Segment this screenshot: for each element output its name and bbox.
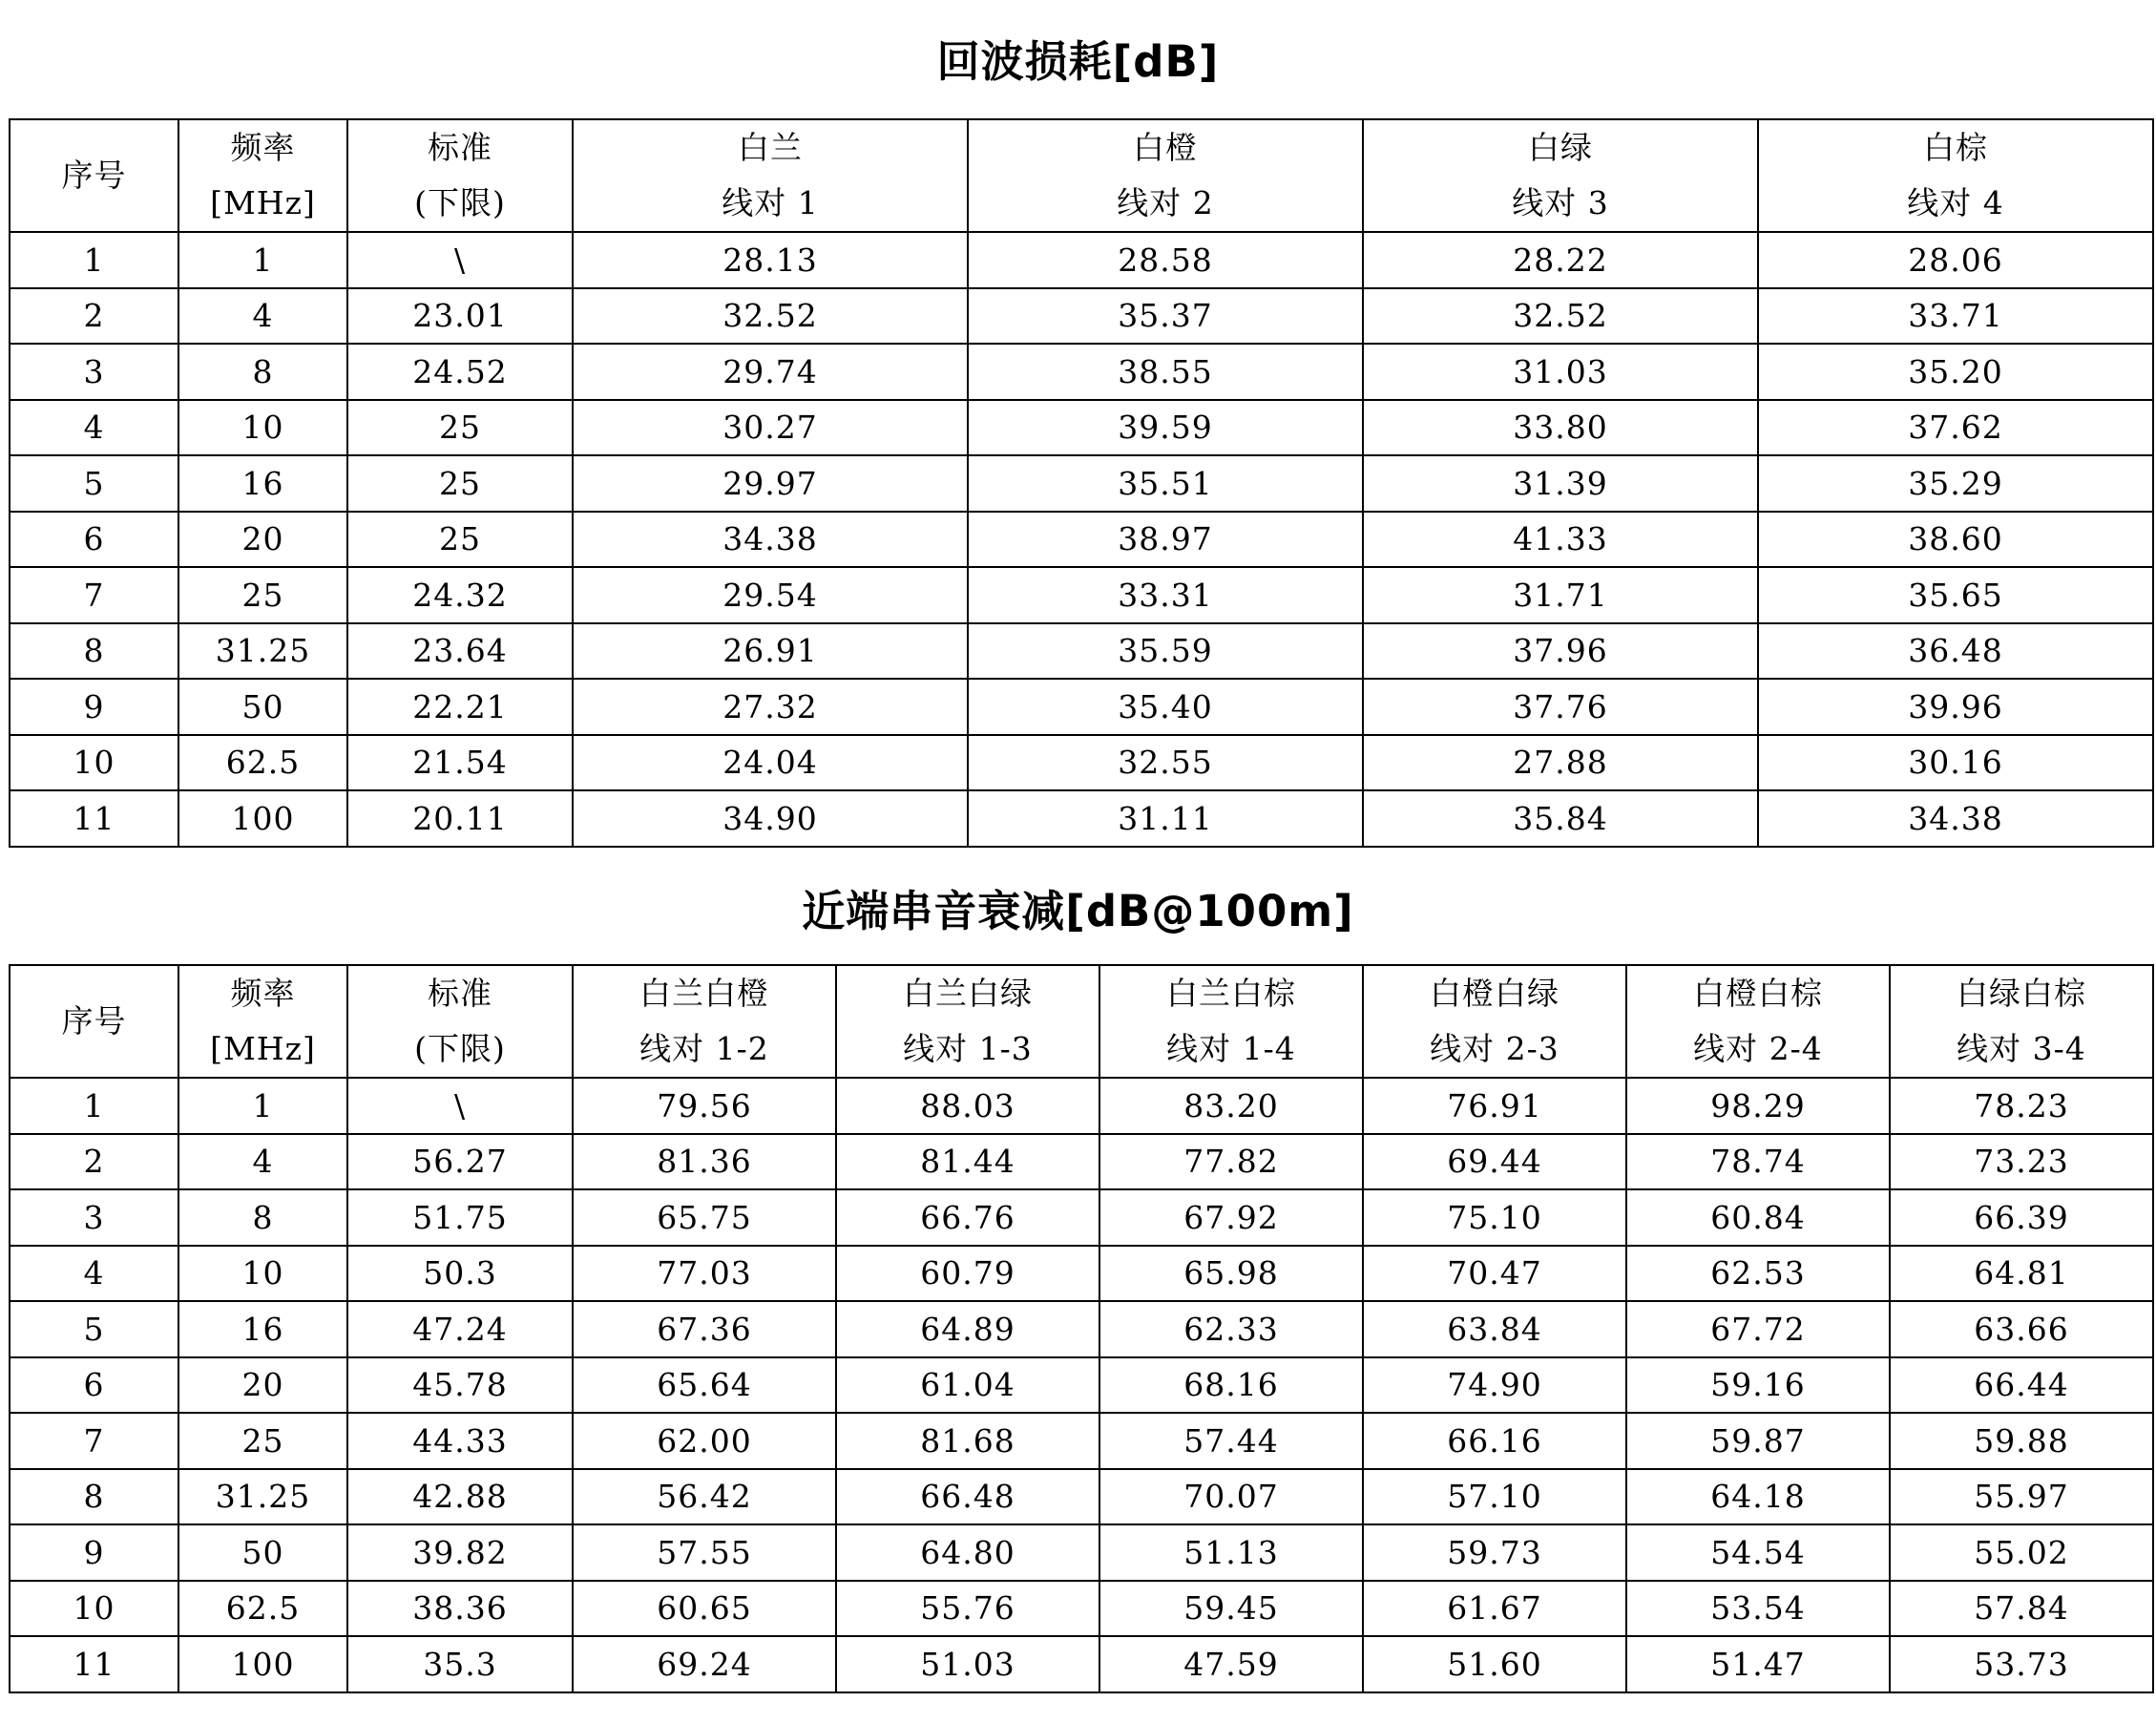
table-row: [10, 288, 2153, 345]
table-cell: 10: [178, 400, 347, 456]
header-line: 白兰白橙: [639, 975, 769, 1012]
table-cell: 35.65: [1758, 567, 2153, 623]
table-cell: 6: [10, 512, 178, 568]
header-line: 白绿: [1528, 129, 1593, 166]
table-cell: 28.06: [1758, 232, 2153, 288]
next-attenuation-table: [9, 964, 2154, 1693]
table-cell: 66.44: [1890, 1357, 2153, 1414]
return-loss-body: [10, 232, 2153, 847]
header-unit: [MHz]: [210, 184, 316, 221]
table-cell: 35.3: [347, 1636, 573, 1692]
header-pair-1-2: [573, 965, 836, 1078]
table-cell: 4: [178, 288, 347, 345]
header-pair-1: [573, 119, 968, 232]
header-sub: 线对 1-3: [903, 1030, 1033, 1067]
table-cell: 8: [178, 1189, 347, 1246]
header-line: 频率: [230, 129, 296, 166]
header-unit: [MHz]: [210, 1030, 316, 1067]
table-cell: 42.88: [347, 1469, 573, 1525]
table-cell: 38.97: [968, 512, 1363, 568]
table-cell: 62.53: [1626, 1246, 1890, 1302]
table-row: [10, 1636, 2153, 1692]
header-pair-2-3: [1363, 965, 1626, 1078]
table-cell: 1: [10, 232, 178, 288]
table-cell: 81.44: [836, 1134, 1099, 1190]
table-cell: 23.01: [347, 288, 573, 345]
table-cell: 100: [178, 1636, 347, 1692]
table-cell: 8: [178, 344, 347, 400]
table-cell: 33.80: [1363, 400, 1758, 456]
table-cell: 21.54: [347, 735, 573, 791]
table-cell: 31.25: [178, 623, 347, 680]
table-cell: 25: [347, 455, 573, 512]
table-cell: 59.45: [1099, 1581, 1363, 1637]
table-cell: 64.89: [836, 1301, 1099, 1357]
table-cell: 30.27: [573, 400, 968, 456]
table-cell: 8: [10, 1469, 178, 1525]
table-cell: \: [347, 232, 573, 288]
table-cell: 4: [178, 1134, 347, 1190]
header-line: 白绿白棕: [1957, 975, 2086, 1012]
table-cell: 26.91: [573, 623, 968, 680]
table-cell: 8: [10, 623, 178, 680]
table-cell: 34.90: [573, 790, 968, 847]
table-cell: 67.72: [1626, 1301, 1890, 1357]
table-row: [10, 232, 2153, 288]
table-cell: 37.62: [1758, 400, 2153, 456]
table-cell: 28.13: [573, 232, 968, 288]
table-cell: 6: [10, 1357, 178, 1414]
table-cell: 9: [10, 679, 178, 735]
table-cell: 73.23: [1890, 1134, 2153, 1190]
table-cell: 65.98: [1099, 1246, 1363, 1302]
table-cell: 39.82: [347, 1524, 573, 1581]
header-line: 序号: [61, 1002, 127, 1040]
table-cell: 51.60: [1363, 1636, 1626, 1692]
table-cell: 51.75: [347, 1189, 573, 1246]
header-pair-2-4: [1626, 965, 1890, 1078]
header-pair-1-3: [836, 965, 1099, 1078]
table-row: [10, 455, 2153, 512]
table-cell: 16: [178, 1301, 347, 1357]
table-cell: 64.80: [836, 1524, 1099, 1581]
table-cell: 10: [178, 1246, 347, 1302]
table-cell: 70.47: [1363, 1246, 1626, 1302]
header-sub: 线对 1-4: [1166, 1030, 1296, 1067]
table-cell: 79.56: [573, 1078, 836, 1134]
table-cell: 100: [178, 790, 347, 847]
table-cell: 81.36: [573, 1134, 836, 1190]
header-line: 白橙: [1133, 129, 1198, 166]
table-cell: 62.33: [1099, 1301, 1363, 1357]
table-cell: 38.55: [968, 344, 1363, 400]
table-cell: 83.20: [1099, 1078, 1363, 1134]
table-cell: 24.04: [573, 735, 968, 791]
table-row: [10, 1134, 2153, 1190]
table-cell: 10: [10, 735, 178, 791]
table-cell: 81.68: [836, 1413, 1099, 1469]
header-pair-3: [1363, 119, 1758, 232]
table-cell: 5: [10, 1301, 178, 1357]
table-cell: 51.03: [836, 1636, 1099, 1692]
header-line: 标准: [428, 975, 492, 1012]
table-cell: 65.64: [573, 1357, 836, 1414]
table-cell: 74.90: [1363, 1357, 1626, 1414]
header-index: [10, 965, 178, 1078]
table-row: [10, 1078, 2153, 1134]
header-sub: 线对 1-2: [639, 1030, 769, 1067]
table-cell: 20: [178, 512, 347, 568]
table-cell: 78.74: [1626, 1134, 1890, 1190]
table-row: [10, 1581, 2153, 1637]
table-cell: 23.64: [347, 623, 573, 680]
table-cell: 33.31: [968, 567, 1363, 623]
table-row: [10, 623, 2153, 680]
table-cell: 47.24: [347, 1301, 573, 1357]
table-cell: 47.59: [1099, 1636, 1363, 1692]
table-cell: 2: [10, 1134, 178, 1190]
table-cell: 53.73: [1890, 1636, 2153, 1692]
table-cell: 28.22: [1363, 232, 1758, 288]
table-cell: 2: [10, 288, 178, 345]
table-cell: 20: [178, 1357, 347, 1414]
header-line: 序号: [61, 157, 127, 194]
table-cell: 35.20: [1758, 344, 2153, 400]
table-cell: 60.79: [836, 1246, 1099, 1302]
table-cell: 77.03: [573, 1246, 836, 1302]
header-sub: 线对 3: [1512, 184, 1609, 221]
header-sub: 线对 1: [722, 184, 819, 221]
table-cell: 20.11: [347, 790, 573, 847]
table-cell: 67.36: [573, 1301, 836, 1357]
header-sub: (下限): [414, 184, 506, 221]
table-row: [10, 512, 2153, 568]
table-cell: 1: [178, 1078, 347, 1134]
header-pair-1-4: [1099, 965, 1363, 1078]
table-cell: 27.88: [1363, 735, 1758, 791]
table-row: [10, 1189, 2153, 1246]
table-cell: 29.54: [573, 567, 968, 623]
table-cell: 62.5: [178, 1581, 347, 1637]
header-sub: (下限): [414, 1030, 506, 1067]
table-row: [10, 1469, 2153, 1525]
table-cell: 33.71: [1758, 288, 2153, 345]
table-cell: 57.44: [1099, 1413, 1363, 1469]
table-cell: 35.29: [1758, 455, 2153, 512]
table-cell: 66.39: [1890, 1189, 2153, 1246]
header-line: 白兰白绿: [903, 975, 1033, 1012]
table-cell: 98.29: [1626, 1078, 1890, 1134]
table-cell: 25: [347, 512, 573, 568]
table-cell: 64.81: [1890, 1246, 2153, 1302]
table-cell: 37.76: [1363, 679, 1758, 735]
table-cell: 50.3: [347, 1246, 573, 1302]
table-cell: 35.59: [968, 623, 1363, 680]
table-cell: 63.66: [1890, 1301, 2153, 1357]
next-attenuation-title: 近端串音衰减[dB@100m]: [802, 886, 1354, 936]
table-cell: 28.58: [968, 232, 1363, 288]
table-cell: 45.78: [347, 1357, 573, 1414]
table-cell: 55.76: [836, 1581, 1099, 1637]
table-cell: 57.84: [1890, 1581, 2153, 1637]
header-line: 白兰: [738, 129, 803, 166]
table-cell: 50: [178, 1524, 347, 1581]
table-cell: 59.87: [1626, 1413, 1890, 1469]
header-index: [10, 119, 178, 232]
table-cell: 35.84: [1363, 790, 1758, 847]
table-cell: 32.52: [573, 288, 968, 345]
table-cell: 66.48: [836, 1469, 1099, 1525]
return-loss-title: 回波损耗[dB]: [936, 36, 1220, 87]
table-cell: 35.40: [968, 679, 1363, 735]
table-cell: 25: [178, 567, 347, 623]
table-cell: 11: [10, 1636, 178, 1692]
table-cell: 67.92: [1099, 1189, 1363, 1246]
table-cell: 9: [10, 1524, 178, 1581]
table-cell: 39.59: [968, 400, 1363, 456]
table-cell: 39.96: [1758, 679, 2153, 735]
table-header-row: [10, 965, 2153, 1078]
table-cell: 41.33: [1363, 512, 1758, 568]
table-row: [10, 1413, 2153, 1469]
header-pair-4: [1758, 119, 2153, 232]
table-cell: 32.55: [968, 735, 1363, 791]
table-cell: 44.33: [347, 1413, 573, 1469]
header-frequency: [178, 965, 347, 1078]
table-cell: 27.32: [573, 679, 968, 735]
table-cell: 36.48: [1758, 623, 2153, 680]
table-cell: 59.16: [1626, 1357, 1890, 1414]
table-cell: 7: [10, 1413, 178, 1469]
table-cell: 57.55: [573, 1524, 836, 1581]
table-row: [10, 735, 2153, 791]
table-cell: 38.36: [347, 1581, 573, 1637]
table-cell: 7: [10, 567, 178, 623]
table-cell: 5: [10, 455, 178, 512]
table-cell: 60.65: [573, 1581, 836, 1637]
table-cell: 22.21: [347, 679, 573, 735]
table-cell: 3: [10, 1189, 178, 1246]
table-cell: 63.84: [1363, 1301, 1626, 1357]
table-cell: 88.03: [836, 1078, 1099, 1134]
header-frequency: [178, 119, 347, 232]
header-sub: 线对 2-3: [1430, 1030, 1559, 1067]
table-cell: 78.23: [1890, 1078, 2153, 1134]
table-cell: 56.27: [347, 1134, 573, 1190]
table-cell: 1: [10, 1078, 178, 1134]
table-cell: 55.02: [1890, 1524, 2153, 1581]
table-cell: 55.97: [1890, 1469, 2153, 1525]
table-cell: 32.52: [1363, 288, 1758, 345]
table-cell: 61.67: [1363, 1581, 1626, 1637]
table-cell: 68.16: [1099, 1357, 1363, 1414]
header-pair-2: [968, 119, 1363, 232]
table-row: [10, 344, 2153, 400]
table-cell: \: [347, 1078, 573, 1134]
header-line: 标准: [428, 129, 492, 166]
header-sub: 线对 2-4: [1693, 1030, 1823, 1067]
table-cell: 4: [10, 1246, 178, 1302]
table-cell: 51.47: [1626, 1636, 1890, 1692]
table-cell: 59.88: [1890, 1413, 2153, 1469]
table-cell: 66.16: [1363, 1413, 1626, 1469]
table-cell: 11: [10, 790, 178, 847]
table-cell: 60.84: [1626, 1189, 1890, 1246]
table-row: [10, 567, 2153, 623]
table-cell: 25: [178, 1413, 347, 1469]
table-cell: 34.38: [1758, 790, 2153, 847]
table-cell: 38.60: [1758, 512, 2153, 568]
header-standard: [347, 965, 573, 1078]
table-row: [10, 400, 2153, 456]
table-cell: 29.97: [573, 455, 968, 512]
table-header-row: [10, 119, 2153, 232]
table-cell: 76.91: [1363, 1078, 1626, 1134]
table-cell: 31.39: [1363, 455, 1758, 512]
table-cell: 35.37: [968, 288, 1363, 345]
header-pair-3-4: [1890, 965, 2153, 1078]
table-cell: 24.32: [347, 567, 573, 623]
table-cell: 51.13: [1099, 1524, 1363, 1581]
table-cell: 30.16: [1758, 735, 2153, 791]
table-cell: 4: [10, 400, 178, 456]
table-cell: 75.10: [1363, 1189, 1626, 1246]
header-standard: [347, 119, 573, 232]
table-cell: 37.96: [1363, 623, 1758, 680]
table-row: [10, 1524, 2153, 1581]
table-cell: 61.04: [836, 1357, 1099, 1414]
table-row: [10, 1357, 2153, 1414]
header-sub: 线对 4: [1907, 184, 2004, 221]
table-cell: 50: [178, 679, 347, 735]
table-cell: 35.51: [968, 455, 1363, 512]
table-cell: 31.25: [178, 1469, 347, 1525]
header-line: 频率: [230, 975, 296, 1012]
table-cell: 25: [347, 400, 573, 456]
table-cell: 16: [178, 455, 347, 512]
table-cell: 31.71: [1363, 567, 1758, 623]
table-cell: 77.82: [1099, 1134, 1363, 1190]
table-cell: 29.74: [573, 344, 968, 400]
table-cell: 62.5: [178, 735, 347, 791]
header-sub: 线对 3-4: [1957, 1030, 2086, 1067]
table-cell: 69.24: [573, 1636, 836, 1692]
table-cell: 53.54: [1626, 1581, 1890, 1637]
table-cell: 65.75: [573, 1189, 836, 1246]
table-cell: 56.42: [573, 1469, 836, 1525]
table-cell: 31.03: [1363, 344, 1758, 400]
table-cell: 24.52: [347, 344, 573, 400]
table-row: [10, 679, 2153, 735]
table-cell: 31.11: [968, 790, 1363, 847]
table-cell: 34.38: [573, 512, 968, 568]
table-row: [10, 1246, 2153, 1302]
table-cell: 59.73: [1363, 1524, 1626, 1581]
header-line: 白橙白绿: [1430, 975, 1559, 1012]
next-attenuation-body: [10, 1078, 2153, 1692]
table-cell: 64.18: [1626, 1469, 1890, 1525]
table-cell: 69.44: [1363, 1134, 1626, 1190]
header-line: 白兰白棕: [1166, 975, 1296, 1012]
table-cell: 1: [178, 232, 347, 288]
return-loss-table: [9, 118, 2154, 848]
table-cell: 57.10: [1363, 1469, 1626, 1525]
table-cell: 54.54: [1626, 1524, 1890, 1581]
table-cell: 10: [10, 1581, 178, 1637]
table-cell: 70.07: [1099, 1469, 1363, 1525]
header-line: 白橙白棕: [1693, 975, 1823, 1012]
header-sub: 线对 2: [1117, 184, 1214, 221]
table-row: [10, 790, 2153, 847]
table-cell: 62.00: [573, 1413, 836, 1469]
table-cell: 3: [10, 344, 178, 400]
table-row: [10, 1301, 2153, 1357]
table-cell: 66.76: [836, 1189, 1099, 1246]
header-line: 白棕: [1923, 129, 1988, 166]
